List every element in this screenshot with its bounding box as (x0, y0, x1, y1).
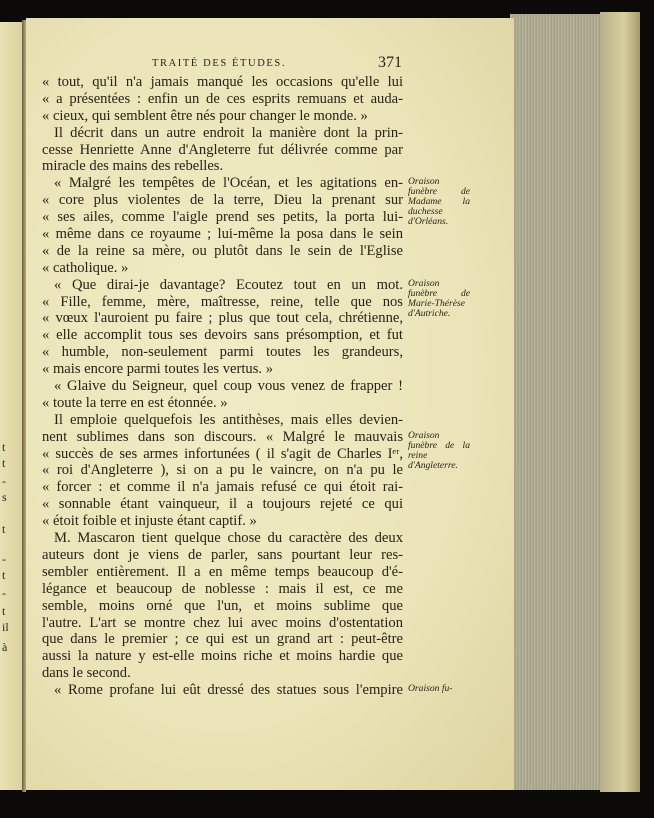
text-line: Il décrit dans un autre endroit la manière dont la prin- (54, 124, 403, 141)
text-line: « ses ailes, comme l'aigle prend ses petits, la porta lui- (42, 209, 403, 226)
text-line: sembler entièrement. Il a en même temps beaucoup d'é- (42, 563, 403, 580)
text-line: nent sublimes dans son discours. « Malgré le mauvais (42, 428, 403, 445)
left-page-fragment: s (2, 490, 7, 504)
text-line: « core plus violentes de la terre, Dieu la prenant sur (42, 192, 403, 209)
text-line: « toute la terre en est étonnée. » (42, 394, 228, 411)
left-page-fragment: t (2, 522, 6, 536)
text-line: miracle des mains des rebelles. (42, 158, 224, 175)
text-line: « cieux, qui semblent être nés pour changer le monde. » (42, 107, 368, 124)
text-line: « roi d'Angleterre ), si on a pu le vaincre, on n'a pu le (42, 462, 403, 479)
text-line: « succès de ses armes infortunées ( il s'agit de Charles Iᵉʳ, (42, 445, 403, 462)
text-line: « étoit foible et injuste étant captif. » (42, 513, 257, 530)
text-line: cesse Henriette Anne d'Angleterre fut délivrée comme par (42, 141, 403, 158)
left-page-fragment: - (2, 586, 6, 600)
text-line: semble, moins orné que l'un, et moins sublime que (42, 597, 403, 614)
page-number: 371 (378, 54, 402, 71)
text-line: M. Mascaron tient quelque chose du caractère des deux (54, 530, 403, 547)
text-line: « Que dirai-je davantage? Ecoutez tout en un mot. (54, 276, 403, 293)
text-line: « de la reine sa mère, ou plutôt dans le sein de l'Eglise (42, 242, 403, 259)
text-line: « Rome profane lui eût dressé des statues sous l'empire (54, 682, 403, 699)
text-line: que dans le premier ; ce qui est un grand art : peut-être (42, 631, 403, 648)
left-page-fragment: à (2, 640, 8, 654)
text-line: « même dans ce royaume ; lui-même la posa dans le sein (42, 226, 403, 243)
left-page-fragment: t (2, 568, 6, 582)
left-page-fragment: - (2, 474, 6, 488)
left-page-fragment: t (2, 604, 6, 618)
running-title: TRAITÉ DES ÉTUDES. (152, 58, 287, 69)
text-line: aussi la nature y est-elle moins riche et moins hardie que (42, 648, 403, 665)
text-line: l'autre. L'art se montre chez lui avec moins d'ostentation (42, 614, 403, 631)
text-line: auteurs dont je viens de parler, sans pourtant leur res- (42, 546, 403, 563)
page-body (42, 74, 403, 699)
text-line: « Fille, femme, mère, maîtresse, reine, telle que nos (42, 293, 403, 310)
text-line: « mais encore parmi toutes les vertus. » (42, 361, 274, 378)
text-line: « humble, non-seulement parmi toutes les grandeurs, (42, 344, 403, 361)
text-line: « forcer : et comme il n'a jamais refusé ce qui étoit rai- (42, 479, 403, 496)
margin-note: Oraison funèbre de Madame la duchesse d'Orléans. (408, 176, 470, 228)
text-line: « sonnable étant vainqueur, il a toujours rejeté ce qui (42, 496, 403, 513)
left-page-edge (0, 22, 24, 790)
text-line: « Glaive du Seigneur, quel coup vous venez de frapper ! (54, 378, 403, 395)
margin-note: Oraison funèbre de la reine d'Angleterre. (408, 429, 470, 471)
text-line: légance et beaucoup de noblesse : mais il est, ce me (42, 580, 403, 597)
text-line: dans le second. (42, 665, 131, 682)
text-line: « catholique. » (42, 259, 129, 276)
margin-note: Oraison fu- (408, 683, 453, 695)
text-line: « Malgré les tempêtes de l'Océan, et les agitations en- (54, 175, 403, 192)
left-page-fragment: - (2, 552, 6, 566)
text-line: « a présentées : enfin un de ces esprits remuans et auda- (42, 90, 403, 107)
left-page-fragment: il (2, 620, 9, 634)
text-line: « tout, qu'il n'a jamais manqué les occasions qu'elle lui (42, 74, 403, 90)
left-page-fragment: t (2, 456, 6, 470)
book-cover-edge (600, 12, 640, 792)
text-line: « vœux l'auroient pu faire ; plus que tout cela, chrétienne, (42, 310, 403, 327)
text-line: Il emploie quelquefois les antithèses, mais elles devien- (54, 411, 403, 428)
margin-note: Oraison funèbre de Marie-Thérèse d'Autriche. (408, 277, 470, 319)
text-line: « elle accomplit tous ses devoirs sans présomption, et fut (42, 327, 403, 344)
left-page-fragment: t (2, 440, 6, 454)
